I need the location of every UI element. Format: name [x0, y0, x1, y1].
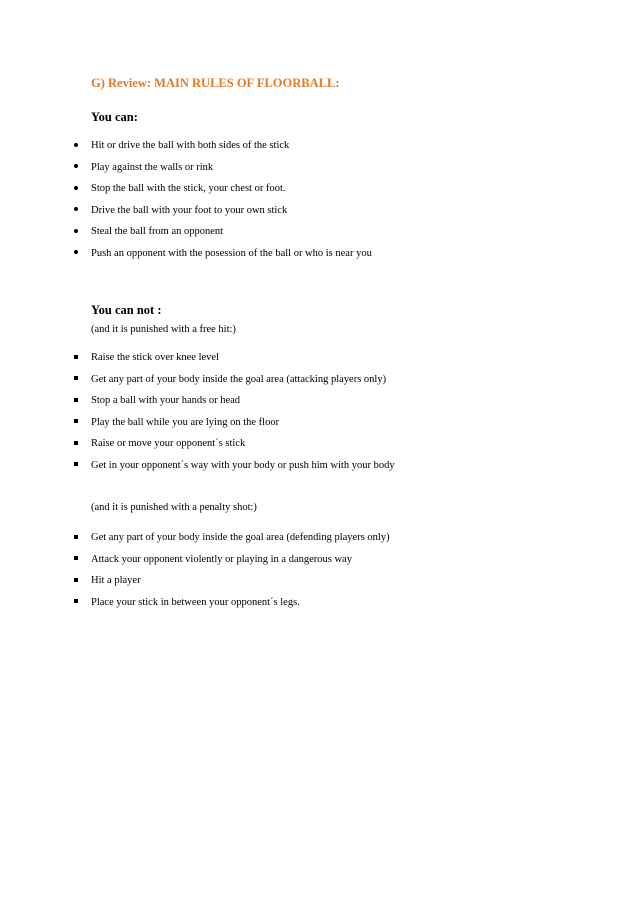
square-bullet-icon [72, 574, 80, 588]
list-item-text: Steal the ball from an opponent [91, 226, 224, 237]
round-bullet-icon [72, 139, 80, 153]
square-bullet-icon [72, 373, 80, 387]
list-item-text: Drive the ball with your foot to your own stick [91, 204, 288, 216]
list-item-text: Hit a player [91, 575, 141, 586]
round-bullet-icon [72, 247, 80, 261]
round-bullet-icon [72, 161, 80, 175]
list-item-text: Raise or move your opponent´s stick [91, 438, 246, 449]
you-can-not-title: You can not : [91, 303, 162, 317]
square-bullet-icon [72, 394, 80, 408]
free-hit-note: (and it is punished with a free hit:) [91, 324, 236, 335]
section-heading: G) Review: MAIN RULES OF FLOORBALL: [91, 76, 340, 90]
square-bullet-icon [72, 596, 80, 610]
square-bullet-icon [72, 351, 80, 365]
list-item-text: Get in your opponent´s way with your body or push him with your body [91, 459, 395, 471]
you-can-title: You can: [91, 110, 138, 124]
square-bullet-icon [72, 437, 80, 451]
penalty-note: (and it is punished with a penalty shot:) [91, 502, 257, 513]
round-bullet-icon [72, 225, 80, 239]
list-item-text: Play against the walls or rink [91, 161, 214, 173]
list-item-text: Push an opponent with the posession of the ball or who is near you [91, 247, 372, 259]
list-item-text: Attack your opponent violently or playing in a dangerous way [91, 553, 352, 565]
list-item-text: Stop the ball with the stick, your chest or foot. [91, 183, 286, 194]
square-bullet-icon [72, 459, 80, 473]
list-item-text: Play the ball while you are lying on the floor [91, 416, 280, 428]
list-item-text: Get any part of your body inside the goal area (attacking players only) [91, 373, 387, 385]
square-bullet-icon [72, 531, 80, 545]
list-item-text: Stop a ball with your hands or head [91, 395, 241, 406]
list-item-text: Get any part of your body inside the goal area (defending players only) [91, 532, 390, 543]
list-item-text: Hit or drive the ball with both sides of the stick [91, 140, 290, 151]
round-bullet-icon [72, 182, 80, 196]
square-bullet-icon [72, 416, 80, 430]
round-bullet-icon [72, 204, 80, 218]
list-item-text: Place your stick in between your opponent´s legs. [91, 596, 300, 608]
list-item-text: Raise the stick over knee level [91, 352, 219, 363]
square-bullet-icon [72, 553, 80, 567]
